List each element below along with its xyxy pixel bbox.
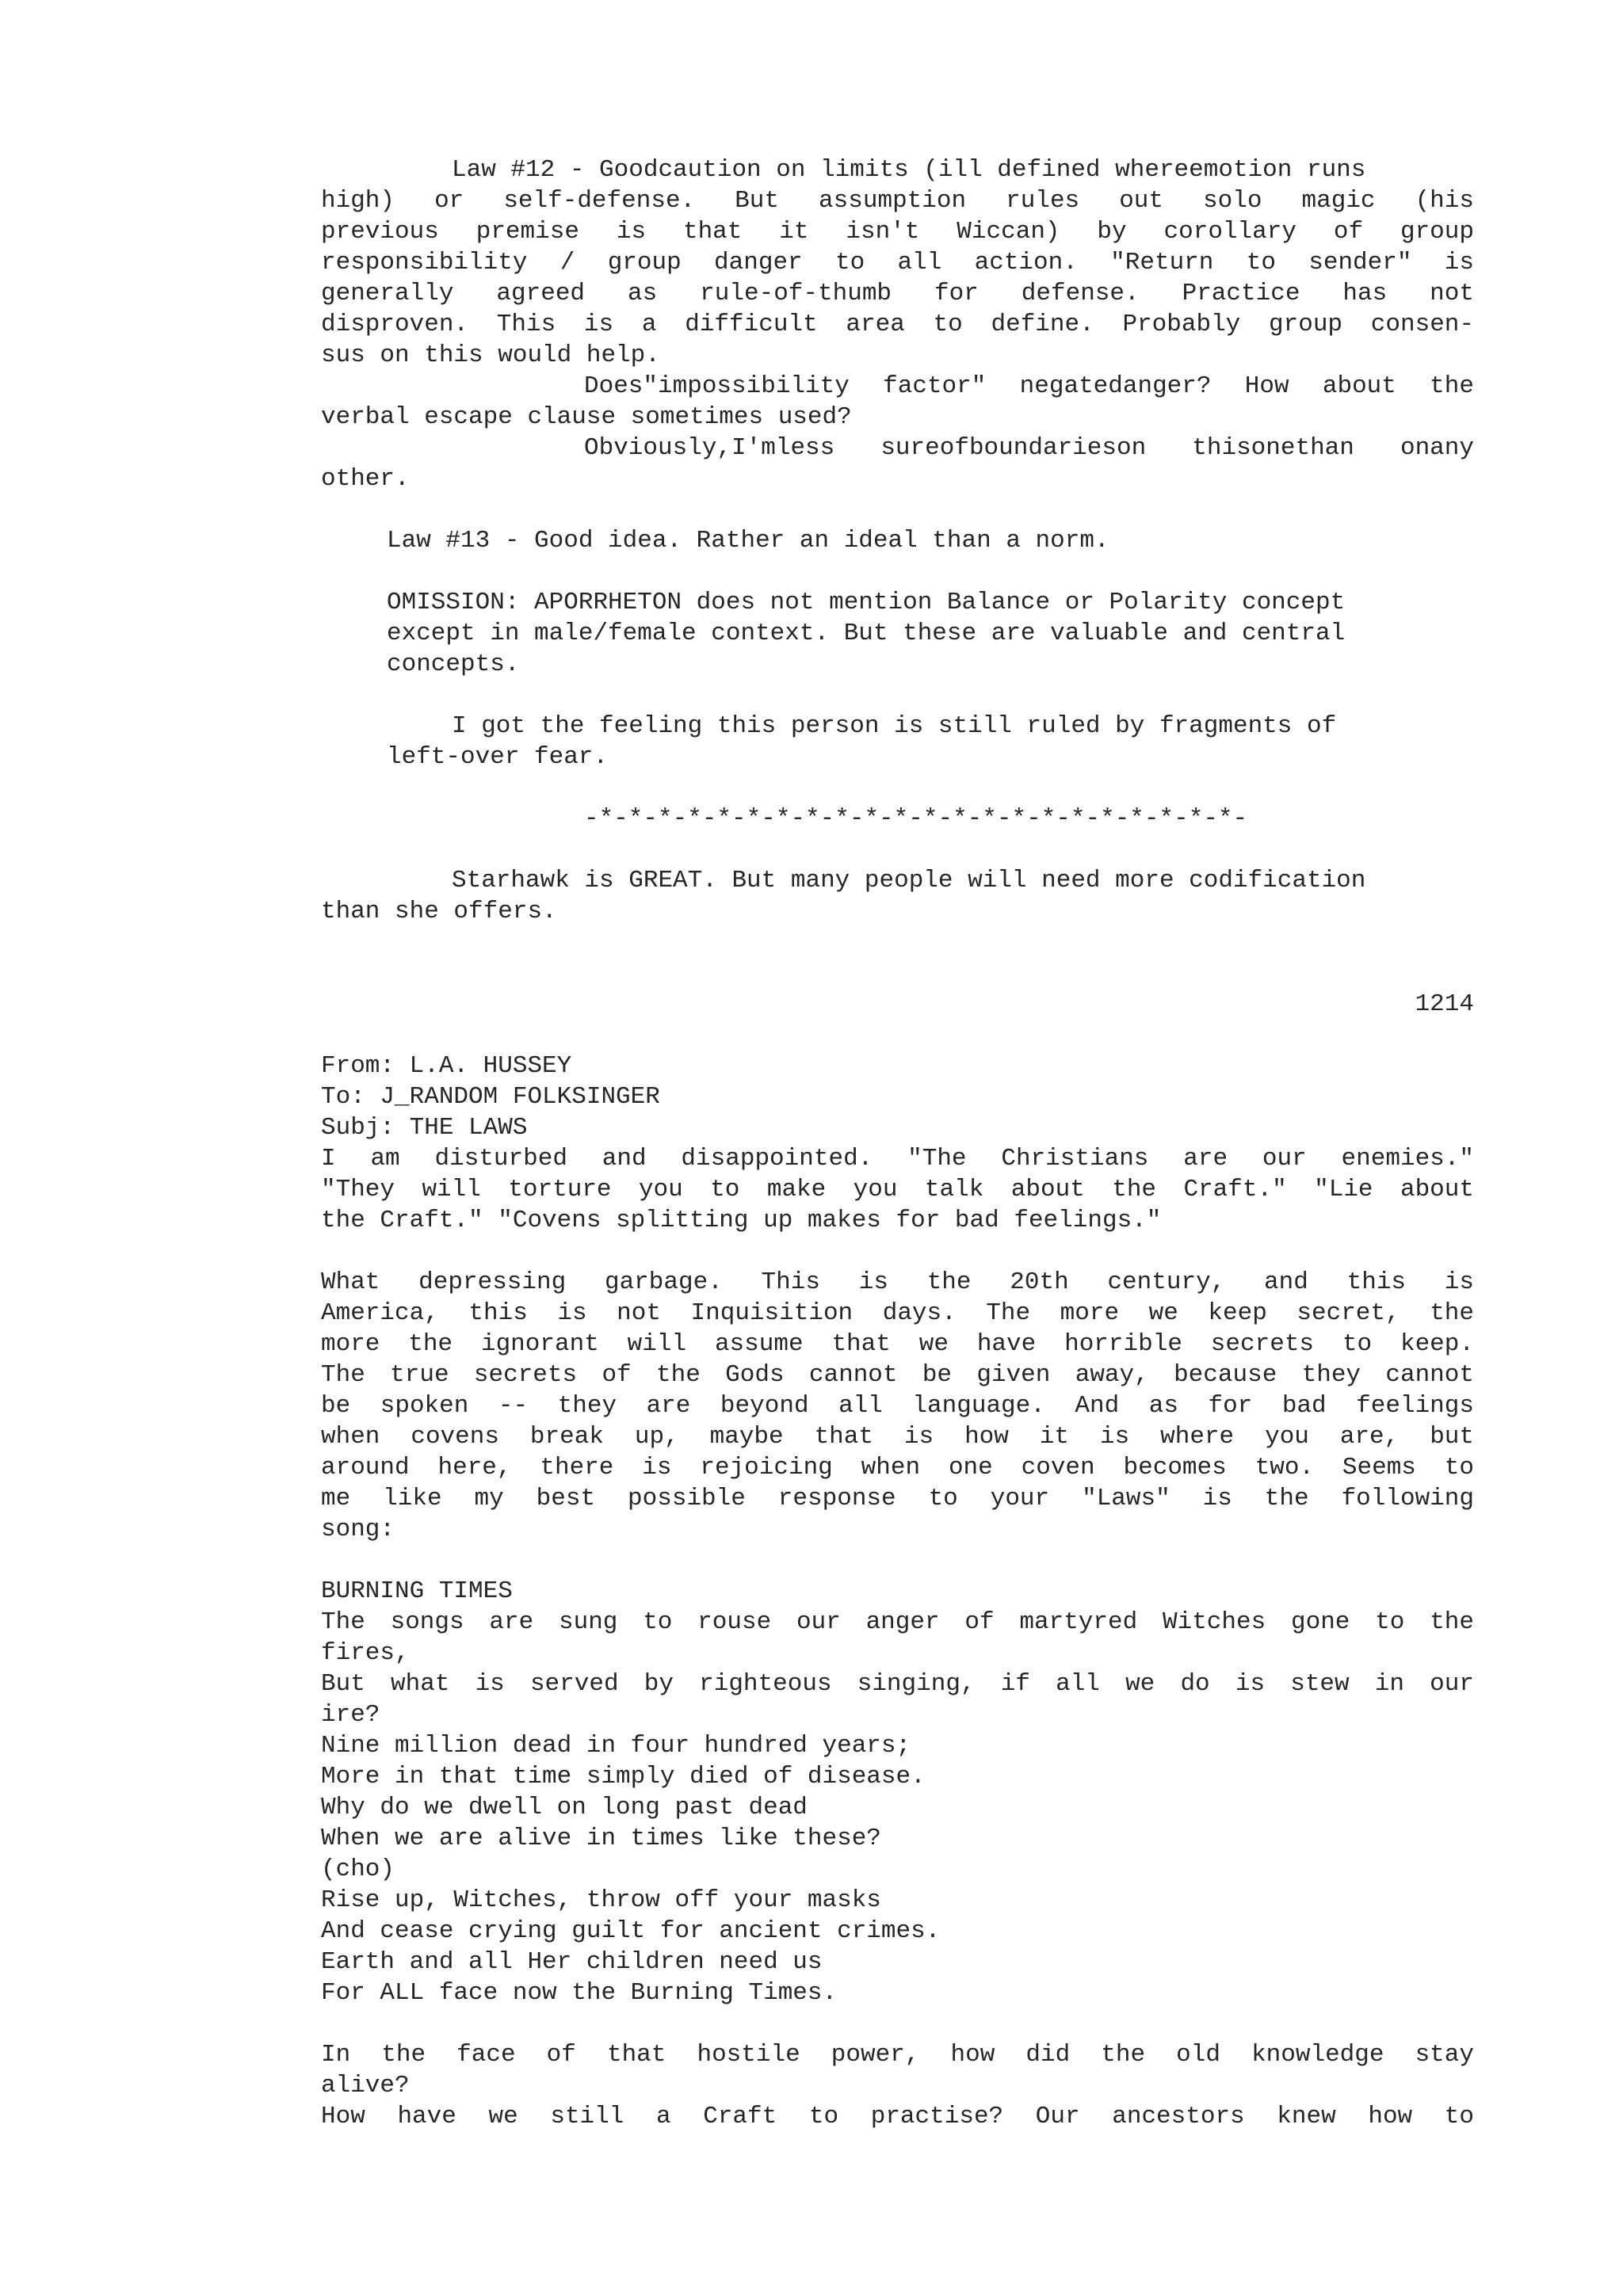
header-from: From: L.A. HUSSEY	[321, 1052, 572, 1080]
omission-line: OMISSION: APORRHETON does not mention Balance or Polarity concept	[387, 589, 1346, 616]
separator: -*-*-*-*-*-*-*-*-*-*-*-*-*-*-*-*-*-*-*-*-*-*-	[584, 805, 1248, 833]
paragraph-line: "They will torture you to make you talk about the Craft." "Lie about	[321, 1176, 1474, 1203]
paragraph-line: be spoken -- they are beyond all language. And as for bad feelings	[321, 1392, 1474, 1420]
song-line: And cease crying guilt for ancient crimes.	[321, 1917, 941, 1945]
song-line: Nine million dead in four hundred years;	[321, 1732, 911, 1760]
omission-line: except in male/female context. But these are valuable and central	[387, 620, 1346, 647]
song-line: More in that time simply died of disease.	[321, 1763, 926, 1791]
song-line: alive?	[321, 2072, 410, 2100]
song-line: In the face of that hostile power, how did the old knowledge stay	[321, 2041, 1474, 2069]
song-title: BURNING TIMES	[321, 1577, 513, 1605]
song-line: Rise up, Witches, throw off your masks	[321, 1886, 881, 1914]
omission-line: concepts.	[387, 650, 520, 678]
song-line: The songs are sung to rouse our anger of martyred Witches gone to the	[321, 1608, 1474, 1636]
header-subject: Subj: THE LAWS	[321, 1114, 528, 1142]
message-number: 1214	[1415, 990, 1474, 1018]
feeling-line: left-over fear.	[387, 743, 609, 771]
song-line: fires,	[321, 1639, 410, 1667]
law12-line: verbal escape clause sometimes used?	[321, 403, 852, 431]
paragraph-line: The true secrets of the Gods cannot be given away, because they cannot	[321, 1361, 1474, 1389]
song-line: When we are alive in times like these?	[321, 1825, 881, 1852]
paragraph-line: America, this is not Inquisition days. The more we keep secret, the	[321, 1299, 1474, 1327]
feeling-line: I got the feeling this person is still ruled by fragments of	[452, 712, 1337, 740]
law12-line: disproven. This is a difficult area to define. Probably group consen-	[321, 311, 1474, 338]
law12-line: generally agreed as rule-of-thumb for defense. Practice has not	[321, 280, 1474, 307]
song-line: But what is served by righteous singing, if all we do is stew in our	[321, 1670, 1474, 1698]
song-line: For ALL face now the Burning Times.	[321, 1979, 838, 2007]
song-line: (cho)	[321, 1855, 395, 1883]
song-line: ire?	[321, 1701, 380, 1729]
law12-line: high) or self-defense. But assumption rules out solo magic (his	[321, 187, 1474, 215]
paragraph-line: I am disturbed and disappointed. "The Christians are our enemies."	[321, 1145, 1474, 1173]
song-line: How have we still a Craft to practise? Our ancestors knew how to	[321, 2103, 1474, 2130]
header-to: To: J_RANDOM FOLKSINGER	[321, 1083, 660, 1111]
paragraph-line: around here, there is rejoicing when one coven becomes two. Seems to	[321, 1454, 1474, 1482]
song-line: Why do we dwell on long past dead	[321, 1794, 808, 1821]
law12-line: sus on this would help.	[321, 341, 660, 369]
starhawk-line: Starhawk is GREAT. But many people will need more codification	[452, 867, 1366, 894]
paragraph-line: What depressing garbage. This is the 20th century, and this is	[321, 1268, 1474, 1296]
paragraph-line: when covens break up, maybe that is how it is where you are, but	[321, 1423, 1474, 1451]
law12-line: Law #12 - Goodcaution on limits (ill defined whereemotion runs	[452, 156, 1366, 184]
law12-line: previous premise is that it isn't Wiccan) by corollary of group	[321, 218, 1474, 246]
paragraph-line: more the ignorant will assume that we have horrible secrets to keep.	[321, 1330, 1474, 1358]
law13-line: Law #13 - Good idea. Rather an ideal than a norm.	[387, 527, 1109, 555]
paragraph-line: song:	[321, 1516, 395, 1543]
law12-line: responsibility / group danger to all action. "Return to sender" is	[321, 249, 1474, 277]
song-line: Earth and all Her children need us	[321, 1948, 823, 1976]
paragraph-line: me like my best possible response to your "Laws" is the following	[321, 1485, 1474, 1512]
paragraph-line: the Craft." "Covens splitting up makes for bad feelings."	[321, 1207, 1162, 1234]
law12-line: Does"impossibility factor" negatedanger? How about the	[584, 372, 1474, 400]
starhawk-line: than she offers.	[321, 898, 557, 925]
law12-line: Obviously,I'mless sureofboundarieson thisonethan onany	[584, 434, 1474, 462]
law12-line: other.	[321, 465, 410, 493]
